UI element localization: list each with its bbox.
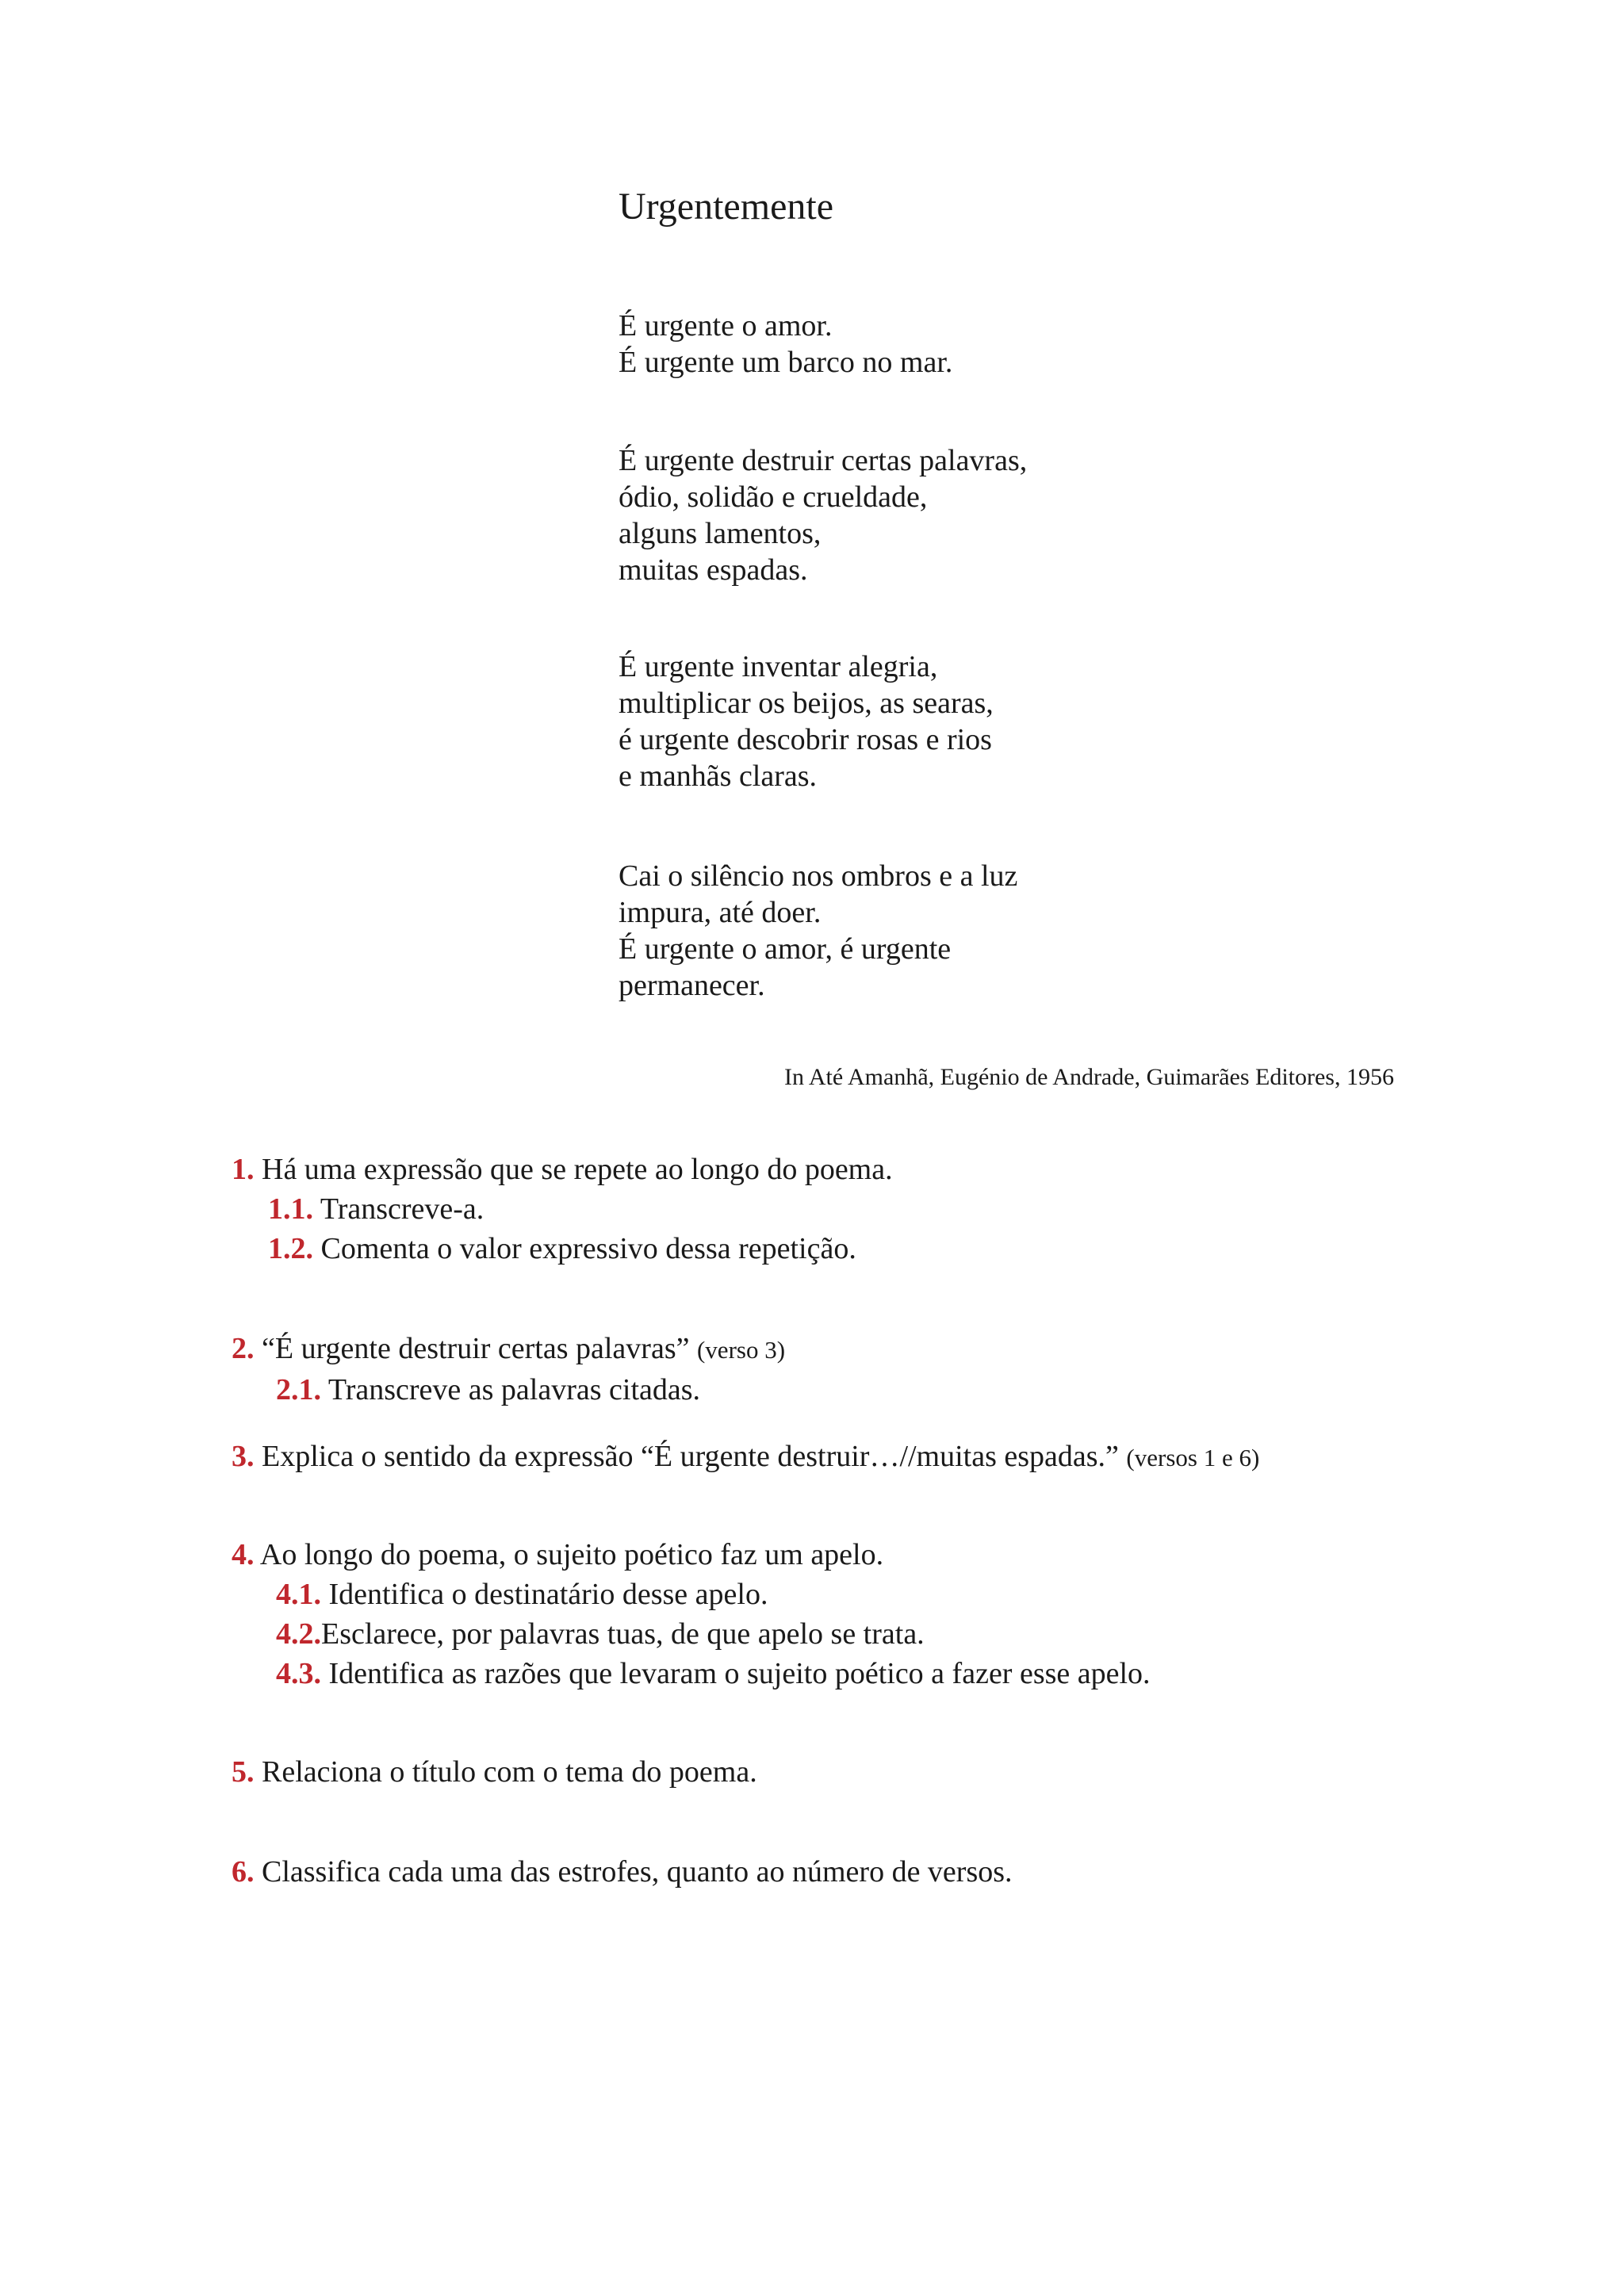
question-text: Identifica as razões que levaram o sujeito poético a fazer esse apelo.	[328, 1657, 1151, 1690]
question-4-2	[276, 1616, 925, 1652]
question-number: 4.	[232, 1538, 255, 1571]
verse: é urgente descobrir rosas e rios	[619, 723, 992, 756]
question-number: 1.1.	[268, 1192, 313, 1226]
verse: É urgente um barco no mar.	[619, 346, 953, 379]
verse: permanecer.	[619, 969, 765, 1002]
question-4-1	[276, 1576, 768, 1613]
poem-source: In Até Amanhã, Eugénio de Andrade, Guimarães Editores, 1956	[784, 1064, 1394, 1090]
question-1-1	[268, 1191, 484, 1227]
question-number: 2.	[232, 1332, 255, 1365]
verse: É urgente destruir certas palavras,	[619, 444, 1028, 477]
verse: impura, até doer.	[619, 896, 822, 929]
question-number: 1.	[232, 1153, 255, 1186]
stanza-2	[619, 442, 1027, 588]
question-note: (versos 1 e 6)	[1126, 1444, 1260, 1471]
question-text: Relaciona o título com o tema do poema.	[262, 1755, 757, 1789]
question-4	[232, 1536, 883, 1573]
verse: É urgente o amor, é urgente	[619, 932, 952, 966]
question-number: 1.2.	[268, 1232, 313, 1265]
question-number: 2.1.	[276, 1373, 321, 1406]
question-4-3	[276, 1655, 1151, 1692]
question-1-2	[268, 1230, 856, 1267]
question-number: 6.	[232, 1855, 255, 1888]
question-text: Ao longo do poema, o sujeito poético faz um apelo.	[259, 1538, 884, 1571]
verse: muitas espadas.	[619, 553, 808, 587]
question-number: 3.	[232, 1440, 255, 1473]
question-note: (verso 3)	[696, 1336, 786, 1364]
question-number: 4.1.	[276, 1578, 321, 1611]
verse: Cai o silêncio nos ombros e a luz	[619, 859, 1018, 893]
verse: É urgente o amor.	[619, 309, 833, 342]
question-text: Transcreve-a.	[320, 1192, 485, 1226]
verse: alguns lamentos,	[619, 517, 822, 550]
question-6	[232, 1854, 1013, 1890]
question-text: Identifica o destinatário desse apelo.	[328, 1578, 768, 1611]
poem-title: Urgentemente	[619, 186, 834, 228]
question-1	[232, 1151, 893, 1188]
question-text: Esclarece, por palavras tuas, de que apelo se trata.	[321, 1617, 925, 1651]
stanza-3	[619, 649, 994, 794]
verse: multiplicar os beijos, as searas,	[619, 687, 994, 720]
question-3	[232, 1438, 1259, 1476]
question-number: 4.3.	[276, 1657, 321, 1690]
question-2-1	[276, 1372, 700, 1408]
question-5	[232, 1754, 757, 1790]
stanza-1	[619, 308, 952, 381]
stanza-4	[619, 858, 1017, 1004]
verse: ódio, solidão e crueldade,	[619, 480, 928, 514]
question-2	[232, 1330, 785, 1368]
verse: e manhãs claras.	[619, 760, 818, 793]
question-number: 4.2.	[276, 1617, 321, 1651]
question-text: Classifica cada uma das estrofes, quanto ao número de versos.	[262, 1855, 1013, 1888]
verse: É urgente inventar alegria,	[619, 650, 938, 683]
question-text: “É urgente destruir certas palavras”	[262, 1332, 690, 1365]
question-text: Há uma expressão que se repete ao longo do poema.	[262, 1153, 893, 1186]
question-number: 5.	[232, 1755, 255, 1789]
question-text: Transcreve as palavras citadas.	[327, 1373, 701, 1406]
question-text: Comenta o valor expressivo dessa repetição.	[320, 1232, 856, 1265]
question-text: Explica o sentido da expressão “É urgente destruir…//muitas espadas.”	[262, 1440, 1119, 1473]
